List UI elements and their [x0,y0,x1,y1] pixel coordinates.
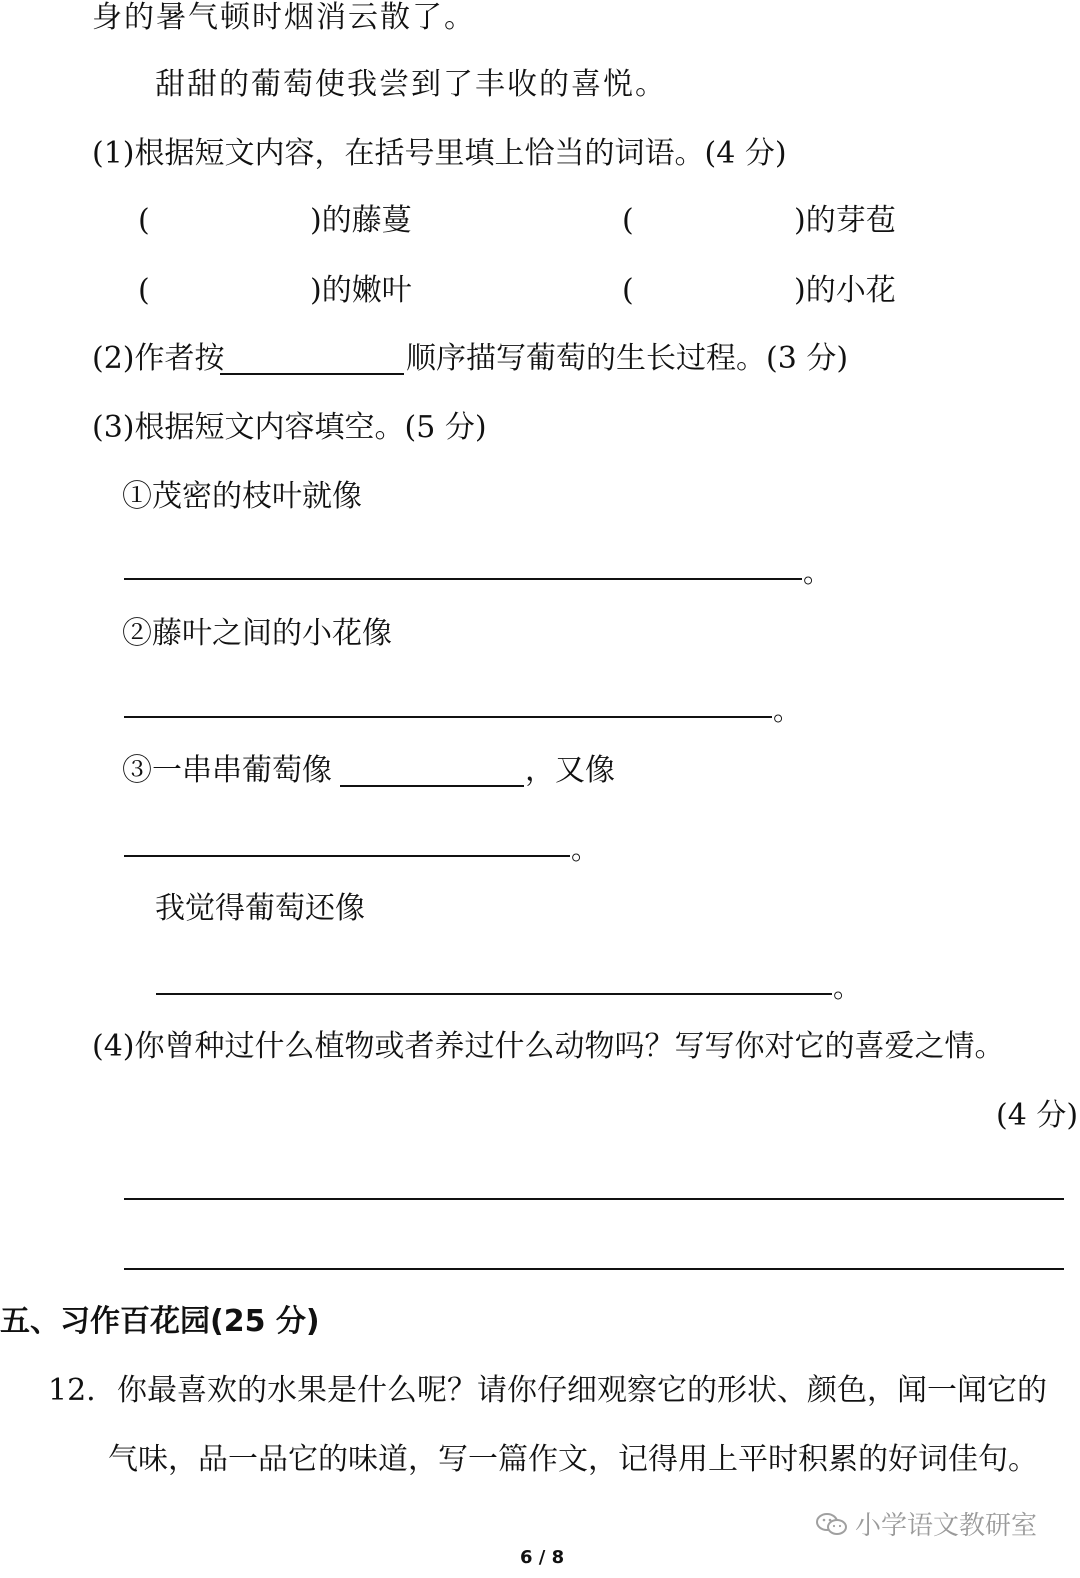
q1-item-4-text: )的小花 [794,273,896,308]
q3-c-period: 。 [571,833,600,866]
q4-answer-line-1[interactable] [124,1198,1064,1200]
watermark [815,1505,1037,1542]
q1-item-3-open: ( [138,273,150,308]
q3-a-label: ①茂密的枝叶就像 [122,479,362,514]
q3-prompt: (3)根据短文内容填空。(5 分) [92,410,487,445]
question-12-line-2: 气味，品一品它的味道，写一篇作文，记得用上平时积累的好词佳句。 [108,1442,1038,1477]
q3-d-answer-blank[interactable] [156,993,832,995]
q1-item-2-open: ( [622,203,634,238]
q1-item-1-open: ( [138,203,150,238]
watermark-text: 小学语文教研室 [855,1511,1038,1541]
q3-c-label: ③一串串葡萄像 [122,753,332,788]
question-12-number: 12. [48,1373,96,1408]
q3-d-label: 我觉得葡萄还像 [155,891,365,926]
page-number: 6 / 8 [520,1547,565,1568]
q2-text-after: 顺序描写葡萄的生长过程。(3 分) [406,341,849,376]
q3-c-answer-blank-1[interactable] [340,785,524,787]
q3-d-period: 。 [833,971,862,1004]
q2-answer-blank[interactable] [220,373,404,375]
q4-answer-line-2[interactable] [124,1268,1064,1270]
q1-prompt: (1)根据短文内容，在括号里填上恰当的词语。(4 分) [92,136,787,171]
section-5-title: 五、习作百花园(25 分) [0,1304,320,1339]
q1-item-1-text: )的藤蔓 [310,203,412,238]
q2-text-before: (2)作者按 [92,341,225,376]
q3-b-label: ②藤叶之间的小花像 [122,616,392,651]
q3-a-period: 。 [803,556,832,589]
q3-b-answer-blank[interactable] [124,716,772,718]
q3-c-answer-blank-2[interactable] [124,855,570,857]
q3-a-answer-blank[interactable] [124,578,802,580]
passage-line-1: 身的暑气顿时烟消云散了。 [92,0,476,35]
wechat-icon [815,1511,849,1537]
q3-c-label-2: ，又像 [525,753,615,788]
q3-b-period: 。 [773,694,802,727]
q4-points: (4 分) [996,1098,1079,1133]
q1-item-4-open: ( [622,273,634,308]
passage-line-2: 甜甜的葡萄使我尝到了丰收的喜悦。 [155,67,667,102]
q1-item-2-text: )的芽苞 [794,203,896,238]
q1-item-3-text: )的嫩叶 [310,273,412,308]
q4-prompt: (4)你曾种过什么植物或者养过什么动物吗？写写你对它的喜爱之情。 [92,1029,1005,1064]
question-12-line-1: 你最喜欢的水果是什么呢？请你仔细观察它的形状、颜色，闻一闻它的 [117,1373,1047,1408]
